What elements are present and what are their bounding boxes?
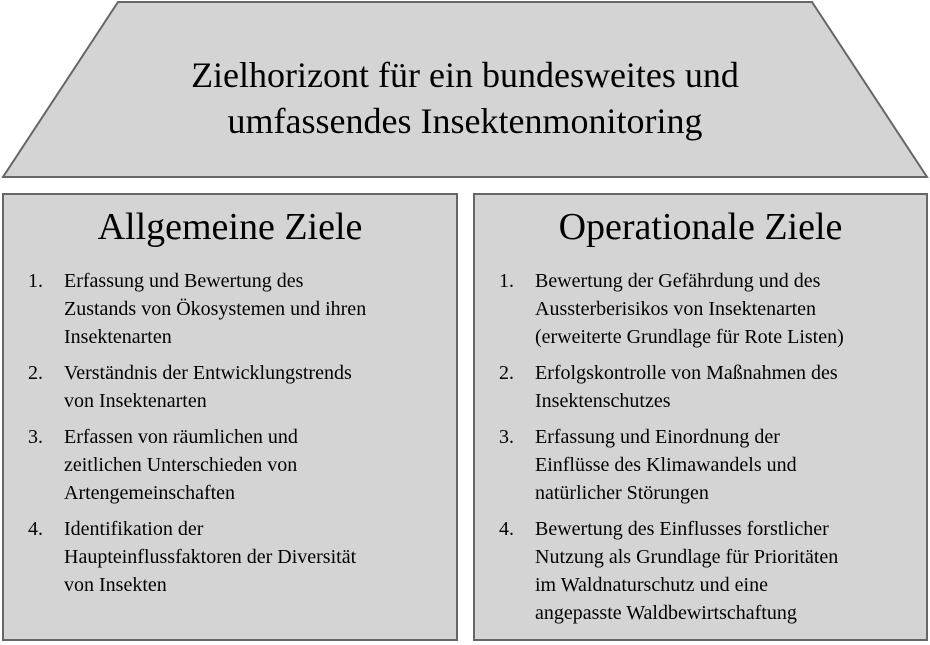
goal-item [4, 359, 366, 415]
goal-number: 1. [28, 270, 43, 292]
goal-line: Zustands von Ökosystemen und ihren [64, 298, 367, 320]
goal-line: im Waldnaturschutz und eine [535, 574, 768, 596]
goal-list [4, 267, 366, 607]
goal-line: Nutzung als Grundlage für Prioritäten [535, 546, 839, 568]
goal-line: Erfolgskontrolle von Maßnahmen des [535, 362, 838, 384]
roof-title-line-2: umfassendes Insektenmonitoring [227, 101, 703, 141]
goal-number: 1. [499, 270, 514, 292]
goal-line: Bewertung der Gefährdung und des [535, 270, 821, 292]
goal-line: von Insektenarten [64, 390, 207, 412]
goal-item [475, 423, 844, 507]
goal-line: (erweiterte Grundlage für Rote Listen) [535, 326, 844, 348]
goal-number: 4. [499, 518, 514, 540]
goal-number: 2. [499, 362, 514, 384]
goal-item [475, 267, 844, 351]
goal-line: Bewertung des Einflusses forstlicher [535, 518, 829, 540]
goal-line: von Insekten [64, 574, 167, 596]
goal-line: Artengemeinschaften [64, 482, 236, 504]
goal-item [4, 267, 366, 351]
goal-line: Haupteinflussfaktoren der Diversität [64, 546, 357, 568]
goal-line: angepasste Waldbewirtschaftung [535, 602, 797, 624]
goal-item [4, 423, 366, 507]
goal-line: Identifikation der [64, 518, 204, 540]
goal-number: 3. [28, 426, 43, 448]
goal-line: Insektenarten [64, 326, 172, 348]
goal-line: Erfassen von räumlichen und [64, 426, 298, 448]
goal-number: 2. [28, 362, 43, 384]
pillar-title: Operationale Ziele [558, 206, 843, 248]
pillar-operationale-ziele [473, 193, 928, 641]
goal-line: Insektenschutzes [535, 390, 671, 412]
goal-item [475, 515, 844, 627]
goal-number: 4. [28, 518, 43, 540]
goal-line: natürlicher Störungen [535, 482, 709, 504]
goal-item [475, 359, 844, 415]
goal-line: zeitlichen Unterschieden von [64, 454, 298, 476]
roof-title [60, 52, 870, 144]
roof-title-line-1: Zielhorizont für ein bundesweites und [191, 55, 739, 95]
goal-item [4, 515, 366, 599]
goal-line: Verständnis der Entwicklungstrends [64, 362, 352, 384]
goal-line: Erfassung und Bewertung des [64, 270, 304, 292]
goal-line: Einflüsse des Klimawandels und [535, 454, 797, 476]
pillar-title: Allgemeine Ziele [97, 206, 363, 248]
goal-line: Erfassung und Einordnung der [535, 426, 780, 448]
pillar-allgemeine-ziele [2, 193, 458, 641]
goal-line: Aussterberisikos von Insektenarten [535, 298, 817, 320]
goal-number: 3. [499, 426, 514, 448]
goal-list [475, 267, 844, 635]
